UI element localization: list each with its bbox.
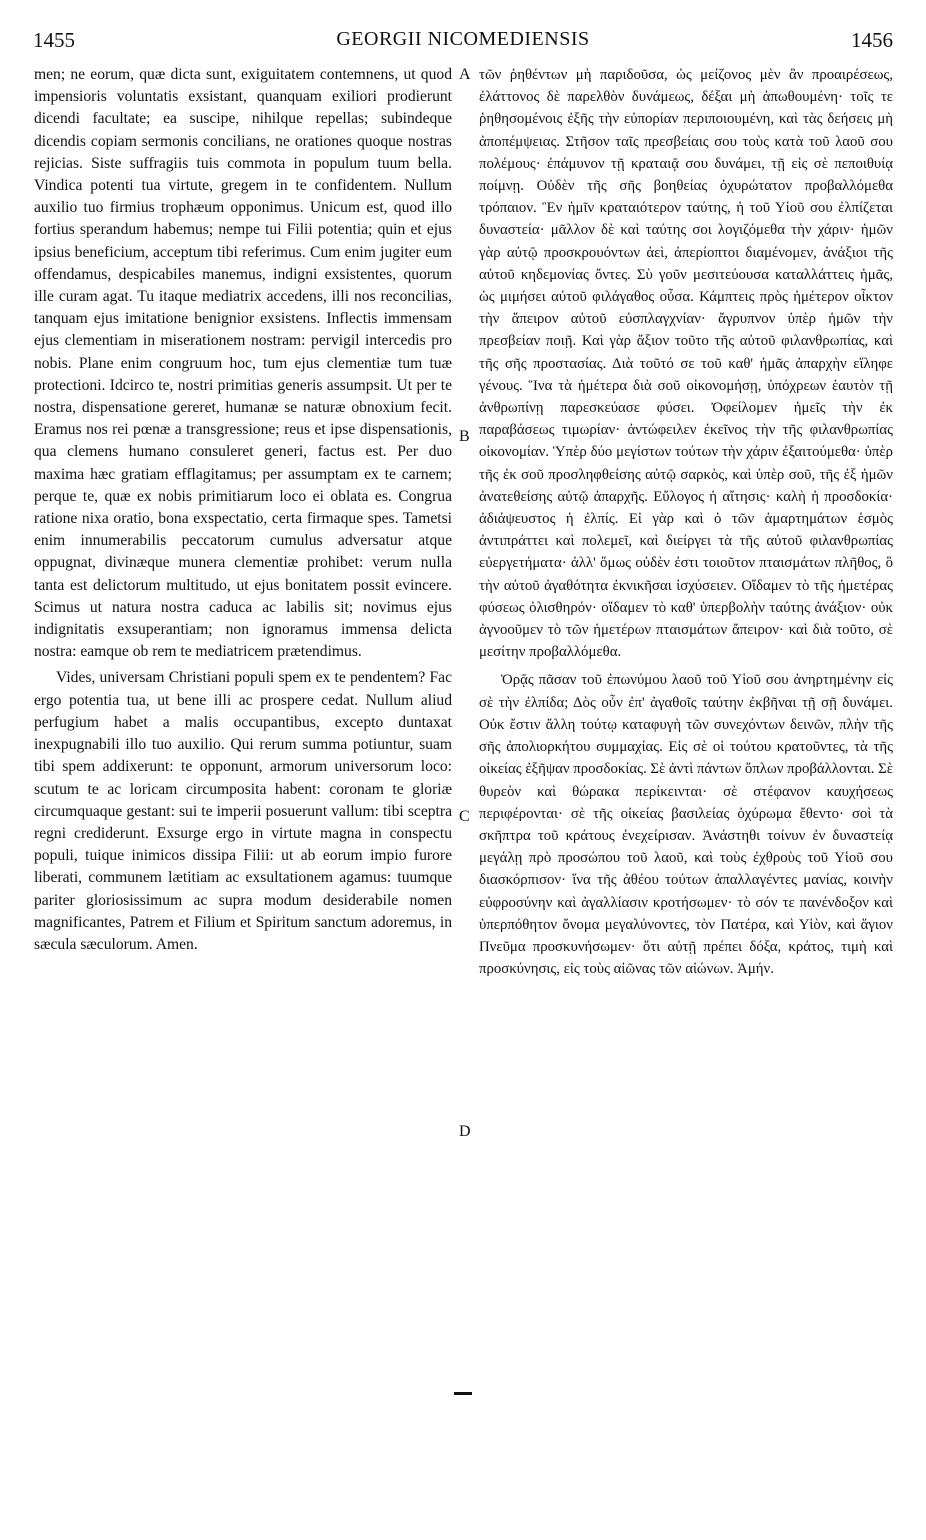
page-header [33, 28, 893, 58]
end-rule [454, 1392, 472, 1395]
page-number-right: 1456 [851, 28, 893, 52]
section-marker-a: A [459, 66, 471, 83]
latin-paragraph-2: Vides, universam Christiani populi spem ex te pendentem? Fac ergo potentia tua, ut bene illi ac prospere cedat. Nullum aliud perfugium habet a malis occupantibus, excepto duntaxat inexpugnabili illo tuo auxilio. Qui rerum summa potiuntur, suam tibi spem addixerunt: te opponunt, armorum universorum loco: scutum te ac loricam circumposita habent: coronam te gloriæ circumquaque gestant: sui te imperii posuerunt vallum: tibi sceptra regni crediderunt. Exsurge ergo in virtute magna in conspectu populi, tuique inimicos dissipa Filii: ut ab eorum impio furore liberati, communem lætitiam ac exsultationem agamus: tuumque pariter gloriosissimum ac supra modum desiderabile nomen magnificantes, Patrem et Filium et Spiritum sanctum adoremus, in sæcula sæculorum. Amen. [34, 669, 452, 953]
section-marker-d: D [459, 1123, 471, 1140]
section-marker-b: B [459, 428, 470, 445]
page-number-left: 1455 [33, 28, 75, 52]
greek-column [479, 64, 893, 980]
running-title: GEORGII NICOMEDIENSIS [336, 28, 590, 50]
section-marker-c: C [459, 808, 470, 825]
greek-paragraph-1: τῶν ῥηθέντων μὴ παριδοῦσα, ὡς μείζονος μὲν ἂν προαιρέσεως, ἐλάττονος δὲ παρελθὸν δυνάμεως, δέξαι μὴ ἀπωθουμένη· τοῖς τε ῥηθησομένοις ἐξῆς τὴν εὐπορίαν περιποιουμένη, καὶ τὰς δεήσεις μὴ ἀποπέμψειας. Στῆσον ταῖς πρεσβείαις σου τοὺς κατὰ τοῦ λαοῦ σου πολέμους· ἐπάμυνον τῇ κραταιᾷ σου δυνάμει, τῇ εἰς σὲ πεποιθυίᾳ ποίμνῃ. Οὐδὲν τῆς σῆς βοηθείας ὀχυρώτατον προβαλλόμεθα τρόπαιον. Ἓν ἡμῖν κραταιότερον ταύτης, ἡ τοῦ Υἱοῦ σου ἐλπίζεται δυναστεία· μᾶλλον δὲ καὶ ταύτης σοι λογιζόμεθα τὴν χάριν· ἡμῶν γὰρ αὐτῷ προσκρουόντων ἀεὶ, ἀπερίοπτοι διαμένομεν, ἀνάξιοι τῆς αὐτοῦ κηδεμονίας ὄντες. Σὺ γοῦν μεσιτεύουσα καταλλάττεις ἡμᾶς, ὡς μιμήσει αὐτοῦ φιλάγαθος οὖσα. Κάμπτεις πρὸς ἡμέτερον οἶκτον τὴν ἄπειρον αὐτοῦ εὐσπλαγχνίαν· ἄγρυπνον ὑπὲρ ἡμῶν τὴν πρεσβείαν ποιῇ. Καὶ γὰρ ἄξιον τοῦτο τῆς αὐτοῦ φιλανθρωπίας, καὶ τῆς σῆς προστασίας. Διὰ τοῦτό σε τοῦ καθ' ἡμᾶς ἀπαρχὴν εἴληφε γένους. Ἵνα τὰ ἡμέτερα διὰ σοῦ οἰκονομήσῃ, ὑπόχρεων ἑαυτὸν τῇ ἀνθρωπίνῃ παρεσκεύασε φύσει. Ὀφείλομεν ἡμεῖς τὴν ἐκ παραβάσεως τιμωρίαν· ἀντώφειλεν ἐκεῖνος τὴν τῆς φιλανθρωπίας οἰκονομίαν. Ὑπὲρ δύο μεγίστων τούτων τὴν χάριν ἐξαιτούμεθα· ὑπὲρ τῆς ἐκ σοῦ προσληφθείσης αὐτῷ σαρκὸς, καὶ ὑπὲρ σοῦ, τῆς ἐξ ἡμῶν ἀνατεθείσης αὐτῷ ἀπαρχῆς. Εὔλογος ἡ αἴτησις· καλὴ ἡ προσδοκία· ἀδιάψευστος ἡ ἐλπίς. Εἰ γὰρ καὶ ὁ τῶν ἁμαρτημάτων ἑσμὸς ἀντιπράττει καὶ πολεμεῖ, καὶ διείργει τὰ τῆς αὐτοῦ φιλανθρωπίας εὐεργετήματα· ἀλλ' ὅμως οὐδὲν ἐστι τοιοῦτον πταισμάτων πλῆθος, ὃ τὴν αὐτοῦ ἀγαθότητα ἐκνικῆσαι ἰσχύσειεν. Οἴδαμεν τὸ τῆς ἡμετέρας φύσεως ὀλισθηρόν· οἴδαμεν τὸ καθ' ὑπερβολὴν ταύτης ἀνάξιον· οὐκ ἀγνοοῦμεν τὸ τῶν ἡμετέρων πταισμάτων ἄπειρον· καὶ διὰ τοῦτο, σὲ μεσίτην προβαλλόμεθα. [479, 67, 893, 661]
latin-column [34, 64, 452, 956]
greek-paragraph-2: Ὁρᾷς πᾶσαν τοῦ ἐπωνύμου λαοῦ τοῦ Υἱοῦ σου ἀνηρτημένην εἰς σὲ τὴν ἐλπίδα; Δὸς οὖν ἐπ' ἀγαθοῖς ταύτην ἐκβῆναι τῇ σῇ δυνάμει. Οὐκ ἔστιν ἄλλη τούτῳ καταφυγὴ τῶν συνεχόντων δεινῶν, πλὴν τῆς σῆς ἀπολιορκήτου συμμαχίας. Εἰς σὲ οἱ τούτου κρατοῦντες, τὰ τῆς οἰκείας ἐξῆψαν προσδοκίας. Σὲ ἀντὶ πάντων ὅπλων προβάλλονται. Σὲ θυρεὸν καὶ θώρακα περίκεινται· σὲ στέφανον καυχήσεως περιφέρονται· σὲ τῆς οἰκείας βασιλείας ὀχύρωμα ἔθεντο· σοὶ τὰ σκῆπτρα τοῦ κράτους ἐνεχείρισαν. Ἀνάστηθι τοίνυν ἐν δυναστείᾳ μεγάλῃ πρὸ προσώπου τοῦ λαοῦ, καὶ τοὺς ἐχθροὺς τοῦ Υἱοῦ σου διασκόρπισον· ἵνα τῆς ἀθέου τούτων ἀπαλλαγέντες μανίας, κοινὴν εὐφροσύνην καὶ ἀγαλλίασιν κροτήσωμεν· τὸ σόν τε πανένδοξον καὶ ὑπερπόθητον ὄνομα μεγαλύνοντες, τὸν Πατέρα, καὶ Υἱὸν, καὶ ἅγιον Πνεῦμα προσκυνήσωμεν· ὅτι αὐτῇ πρέπει δόξα, κράτος, τιμὴ καὶ προσκύνησις, εἰς τοὺς αἰῶνας τῶν αἰώνων. Ἀμήν. [479, 672, 893, 978]
latin-paragraph-1: men; ne eorum, quæ dicta sunt, exiguitatem contemnens, ut quod impensioris voluntatis exsistant, quanquam exiliori prodierunt dicendi facultate; ea suscipe, nihilque repellas; subindeque dicendis copiam sermonis concilians, ne orationes quoque nostras rejicias. Siste suffragiis tuis commota in populum tuum bella. Vindica potenti tua virtute, gregem in te confidentem. Nullum auxilio tuo firmius trophæum opponimus. Unicum est, quod illo fortius sperandum habemus; nempe tui Filii potentia; quin et ejus ipsius beneficium, acceptum tibi referimus. Cum enim jugiter eum offendamus, despicabiles manemus, indigni exsistentes, quorum ille curam agat. Tu itaque mediatrix accedens, illi nos reconcilias, tanquam ejus imitatione benignior exsistens. Inflectis immensam ejus clementiam in miserationem nostram: pervigil intercedis pro nobis. Plane enim congruum hoc, tum ejus clementiæ tum tuæ protectioni. Idcirco te, nostri primitias generis assumpsit. Ut per te nostra, dispensatione gereret, humanæ se naturæ obnoxium fecit. Eramus nos rei pœnæ a transgressione; reus et ipse dispensationis, qua clemens humano consuleret generi, factus est. Per duo maxima hæc gratiam efflagitamus; per assumptam ex te carnem; perque te, quæ ex nobis primitiarum loco ei oblata es. Congrua ratione nixa oratio, bona exspectatio, certa firmaque spes. Tametsi enim innumerabilis peccatorum cumulus adversatur atque oppugnat, divinæque munera clementiæ prohibet: verum nulla tanta est delictorum multitudo, ut ejus bonitatem possit evincere. Scimus ut natura nostra caduca ac labilis sit; novimus ejus indignitatis exsuperantiam; non ignoramus immensa delicta nostra: eamque ob rem te mediatricem prætendimus. [34, 66, 452, 661]
